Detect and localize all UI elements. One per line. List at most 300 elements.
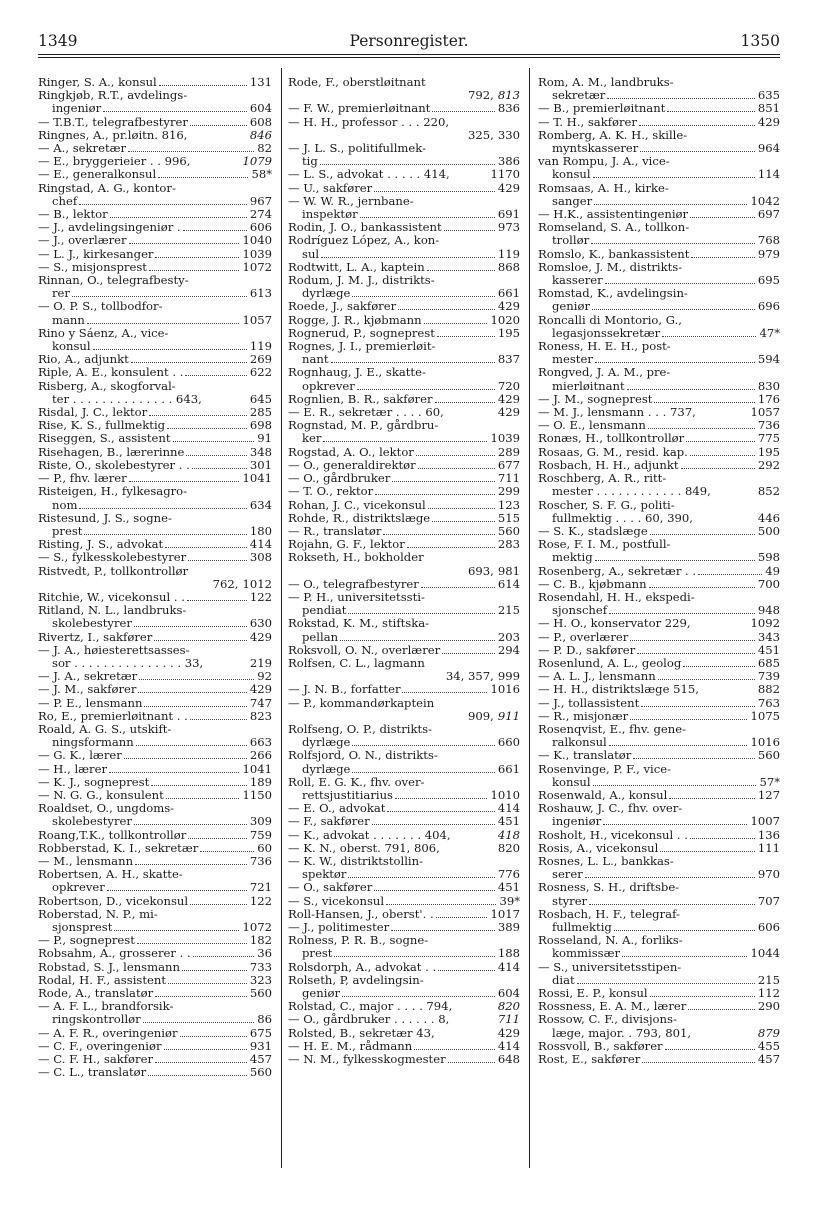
entry-text: styrer: [552, 893, 588, 908]
leader-dots: [134, 824, 247, 825]
entry-text: Rossi, E. P., konsul: [538, 986, 648, 1001]
index-entry: [38, 947, 272, 960]
leader-dots: [139, 679, 254, 680]
entry-text: — P., overlærer: [538, 629, 629, 644]
leader-dots: [650, 996, 755, 997]
column-divider-1: [281, 68, 282, 1168]
leader-dots: [357, 389, 495, 390]
page-reference: 736: [249, 853, 272, 868]
page-reference: 57*: [759, 774, 780, 789]
index-entry: [38, 697, 272, 710]
leader-dots: [607, 98, 755, 99]
index-entry: [538, 829, 780, 842]
leader-dots: [173, 441, 255, 442]
index-entry: [38, 749, 272, 762]
leader-dots: [383, 534, 494, 535]
entry-text: fullmektig . . . . 60, 390,: [552, 510, 693, 525]
leader-dots: [654, 402, 754, 403]
entry-text: — A. F. R., overingeniør: [38, 1025, 178, 1040]
page-reference: 1020: [490, 312, 520, 327]
entry-text: — U., sakfører: [288, 180, 373, 195]
page-reference: 1040: [242, 233, 272, 248]
leader-dots: [407, 547, 495, 548]
entry-text: — F. W., premierløitnant: [288, 101, 431, 116]
leader-dots: [398, 309, 495, 310]
leader-dots: [386, 904, 496, 905]
leader-dots: [683, 666, 755, 667]
page-reference: 457: [757, 1052, 780, 1067]
page-reference: 195: [497, 325, 520, 340]
index-entry: [538, 182, 780, 195]
page-reference: 645: [249, 391, 272, 406]
entry-text: Riseggen, S., assistent: [38, 431, 171, 446]
entry-text: Roshauw, J. C., fhv. over-: [538, 801, 683, 816]
index-entry: [538, 815, 780, 828]
page-reference: 414: [497, 959, 520, 974]
entry-text: Rohde, R., distriktslæge: [288, 510, 431, 525]
leader-dots: [151, 785, 247, 786]
page-reference: 58*: [251, 167, 272, 182]
page-reference: 299: [497, 484, 520, 499]
index-entry: [538, 881, 780, 894]
index-entry: [288, 829, 520, 842]
entry-text: konsul: [552, 167, 591, 182]
index-entry: [38, 314, 272, 327]
leader-dots: [627, 389, 755, 390]
page-reference: 429: [249, 682, 272, 697]
entry-text: 325,: [468, 127, 494, 142]
entry-text: Risting, J. S., advokat: [38, 537, 164, 552]
entry-text: Ronæs, H., tollkontrollør: [538, 431, 685, 446]
page-reference: 1041: [242, 471, 272, 486]
entry-text: — L. J., kirkesanger: [38, 246, 154, 261]
page-reference: 606: [249, 220, 272, 235]
index-entry: [288, 1053, 520, 1066]
entry-text: konsul: [52, 339, 91, 354]
entry-text: prest: [302, 946, 333, 961]
page-reference: 180: [249, 523, 272, 538]
entry-text: serer: [552, 867, 583, 882]
entry-text: — K., translatør: [538, 748, 632, 763]
index-entry: [538, 565, 780, 578]
page-reference: 308: [249, 550, 272, 565]
leader-dots: [391, 930, 495, 931]
page-reference: 606: [757, 920, 780, 934]
index-entry: [38, 763, 272, 776]
entry-text: 34, 357,: [445, 669, 494, 684]
index-entry: [538, 961, 780, 974]
entry-text: sor . . . . . . . . . . . . . . . 33,: [52, 655, 204, 670]
entry-text: konsul: [552, 774, 591, 789]
entry-text: geniør: [302, 986, 340, 1001]
index-entry: [288, 168, 520, 181]
entry-text: 762,: [212, 576, 239, 591]
entry-text: — N. G. G., konsulent: [38, 787, 164, 802]
page-reference: 1170: [490, 167, 520, 182]
leader-dots: [331, 362, 495, 363]
page-reference: 663: [249, 735, 272, 750]
leader-dots: [185, 375, 246, 376]
leader-dots: [414, 1049, 495, 1050]
page-reference: 1079: [242, 154, 272, 169]
page-reference: 846: [249, 127, 272, 142]
entry-text: — P. E., lensmann: [38, 695, 143, 710]
page-reference: 720: [497, 378, 520, 393]
index-entry: [38, 895, 272, 908]
page-reference: 119: [497, 246, 520, 261]
leader-dots: [149, 270, 240, 271]
entry-text: — J. M., sakfører: [38, 682, 137, 697]
index-entry: [288, 485, 520, 498]
entry-text: — J. L. S., politifullmek-: [288, 141, 427, 156]
entry-text: dyrlæge: [302, 286, 351, 301]
entry-text: Rosenberg, A., sekretær . .: [538, 563, 697, 578]
leader-dots: [165, 547, 247, 548]
entry-text: rettsjustitiarius: [302, 787, 393, 802]
page-reference: 414: [497, 1038, 520, 1053]
leader-dots: [155, 996, 247, 997]
entry-text: Rolfsen, C. L., lagmann: [288, 655, 425, 670]
entry-text: Roschberg, A. R., ritt-: [538, 471, 667, 486]
leader-dots: [190, 125, 247, 126]
entry-text: fullmektig: [552, 920, 612, 934]
page-reference: 700: [757, 576, 780, 591]
entry-text: kasserer: [552, 273, 603, 288]
page-reference: 429: [497, 1025, 520, 1040]
leader-dots: [585, 877, 755, 878]
entry-text: — J., overlærer: [38, 233, 127, 248]
index-entry: [38, 446, 272, 459]
page-reference: 39*: [499, 893, 520, 908]
entry-text: — K. J., sogneprest: [38, 774, 150, 789]
page-reference: 733: [249, 959, 272, 974]
leader-dots: [188, 838, 247, 839]
entry-text: Robertson, D., vicekonsul: [38, 893, 189, 908]
entry-text: Rolsted, B., sekretær 43,: [288, 1025, 435, 1040]
index-entry: [38, 485, 272, 498]
page-reference: 418: [497, 827, 520, 842]
page-reference: 851: [757, 101, 780, 116]
entry-text: Rodtwitt, L. A., kaptein: [288, 259, 425, 274]
entry-text: Ringnes, A., pr.løitn. 816,: [38, 127, 188, 142]
entry-text: — E. R., sekretær . . . . 60,: [288, 405, 444, 420]
leader-dots: [352, 745, 494, 746]
entry-text: opkrever: [52, 880, 105, 895]
leader-dots: [87, 323, 240, 324]
page-reference: 661: [497, 761, 520, 776]
entry-text: Rosseland, N. A., forliks-: [538, 933, 683, 948]
index-entry: [538, 366, 780, 379]
entry-text: læge, major. . 793, 801,: [552, 1025, 692, 1040]
entry-text: — C. L., translatør: [38, 1065, 147, 1080]
entry-text: — B., premierløitnant: [538, 101, 666, 116]
page-reference: 289: [497, 444, 520, 459]
index-entry: [288, 300, 520, 313]
entry-text: Rosbach, H. F., telegraf-: [538, 906, 680, 921]
leader-dots: [155, 1062, 247, 1063]
right-page-number: 1350: [740, 32, 780, 50]
entry-text: Rosaas, G. M., resid. kap.: [538, 444, 688, 459]
index-entry: [538, 895, 780, 908]
page-reference: 711: [497, 471, 520, 486]
index-entry: [538, 551, 780, 564]
entry-text: mester . . . . . . . . . . . . 849,: [552, 484, 711, 499]
page-reference: 695: [757, 273, 780, 288]
index-column-3: [538, 76, 780, 1066]
page-reference: 560: [497, 523, 520, 538]
index-entry: [38, 432, 272, 445]
leader-dots: [595, 362, 755, 363]
entry-text: Rosenwald, A., konsul: [538, 787, 668, 802]
entry-text: sjonschef: [552, 603, 608, 618]
entry-text: 693,: [468, 563, 494, 578]
page-reference: 91: [257, 431, 272, 446]
leader-dots: [691, 257, 754, 258]
page-reference: 1007: [750, 814, 780, 829]
page-header: [38, 26, 780, 56]
entry-text: Ritland, N. L., landbruks-: [38, 603, 187, 618]
page-reference: 429: [497, 391, 520, 406]
entry-text: pendiat: [302, 603, 347, 618]
entry-text: — T. O., rektor: [288, 484, 374, 499]
page-reference: 698: [249, 418, 272, 433]
page-reference: 648: [497, 1052, 520, 1067]
entry-text: — H. H., professor . . . 220,: [288, 114, 450, 129]
page-reference: 457: [249, 1052, 272, 1067]
entry-text: — P. D., sakfører: [538, 642, 636, 657]
entry-text: Robertsen, A. H., skatte-: [38, 867, 183, 882]
index-entry: [538, 380, 780, 393]
index-entry: [288, 380, 520, 393]
entry-text: Ro, E., premierløitnant . .: [38, 708, 188, 723]
page-reference: 1042: [750, 193, 780, 208]
entry-text: Romseland, S. A., tollkon-: [538, 220, 690, 235]
leader-dots: [418, 468, 495, 469]
index-entry: [288, 116, 520, 129]
page-reference: 1039: [242, 246, 272, 261]
page-reference: 189: [249, 774, 272, 789]
leader-dots: [603, 824, 747, 825]
leader-dots: [437, 336, 495, 337]
page-reference: 215: [497, 603, 520, 618]
leader-dots: [690, 217, 755, 218]
leader-dots: [438, 970, 495, 971]
index-entry: [38, 380, 272, 393]
index-entry: [38, 578, 272, 591]
entry-text: ker: [302, 431, 322, 446]
entry-text: Risteigen, H., fylkesagro-: [38, 484, 188, 499]
index-entry: [538, 102, 780, 115]
entry-text: mierløitnant: [552, 378, 625, 393]
entry-text: Risberg, A., skogforval-: [38, 378, 176, 393]
entry-text: Rogge, J. R., kjøbmann: [288, 312, 422, 327]
entry-text: Rohan, J. C., vicekonsul: [288, 497, 426, 512]
entry-text: Rose, F. I. M., postfull-: [538, 537, 671, 552]
leader-dots: [321, 257, 495, 258]
page-reference: 348: [249, 444, 272, 459]
index-entry: [288, 749, 520, 762]
entry-text: Rosnes, L. L., bankkas-: [538, 853, 674, 868]
leader-dots: [352, 296, 494, 297]
index-entry: [38, 815, 272, 828]
page-reference: 414: [249, 537, 272, 552]
page-reference: 739: [757, 669, 780, 684]
leader-dots: [637, 653, 755, 654]
page-reference: 49: [765, 563, 780, 578]
page-reference: 721: [249, 880, 272, 895]
entry-text: Romsaas, A. H., kirke-: [538, 180, 669, 195]
leader-dots: [577, 983, 755, 984]
leader-dots: [392, 481, 495, 482]
index-entry: [538, 116, 780, 129]
entry-text: — S., fylkesskolebestyrer: [38, 550, 187, 565]
leader-dots: [144, 706, 246, 707]
leader-dots: [340, 640, 495, 641]
page-reference: 1057: [750, 405, 780, 420]
index-entry: [288, 578, 520, 591]
page-reference: 813: [497, 88, 520, 103]
entry-text: Ringer, S. A., konsul: [38, 75, 157, 89]
leader-dots: [186, 455, 246, 456]
entry-text: sekretær: [552, 88, 606, 103]
page-reference: 981: [497, 563, 520, 578]
page-reference: 274: [249, 207, 272, 222]
entry-text: — T. H., sakfører: [538, 114, 637, 129]
leader-dots: [348, 877, 494, 878]
entry-text: ringskontrollør: [52, 1012, 141, 1027]
page-reference: 283: [497, 537, 520, 552]
entry-text: skolebestyrer: [52, 616, 132, 631]
leader-dots: [688, 1009, 755, 1010]
page-reference: 973: [497, 220, 520, 235]
leader-dots: [158, 177, 248, 178]
index-entry: [538, 300, 780, 313]
header-rule-bottom: [38, 57, 780, 58]
entry-text: Rognlien, B. R., sakfører: [288, 391, 433, 406]
leader-dots: [190, 904, 247, 905]
page-reference: 176: [757, 391, 780, 406]
leader-dots: [402, 692, 487, 693]
entry-text: — H. E. M., rådmann: [288, 1038, 413, 1053]
leader-dots: [114, 930, 239, 931]
leader-dots: [690, 455, 755, 456]
leader-dots: [107, 890, 247, 891]
page-reference: 1039: [490, 431, 520, 446]
entry-text: Rosenqvist, E., fhv. gene-: [538, 721, 686, 736]
entry-text: Ristvedt, P., tollkontrollør: [38, 563, 189, 578]
leader-dots: [159, 85, 247, 86]
entry-text: Rokstad, K. M., stiftska-: [288, 616, 430, 631]
leader-dots: [681, 468, 755, 469]
page-reference: 660: [497, 735, 520, 750]
page-reference: 1016: [490, 682, 520, 697]
leader-dots: [591, 243, 755, 244]
index-entry: [38, 248, 272, 261]
index-entry: [538, 710, 780, 723]
leader-dots: [633, 758, 755, 759]
entry-text: — A. L. J., lensmann: [538, 669, 656, 684]
column-divider-2: [529, 68, 530, 1168]
entry-text: — S. K., stadslæge: [538, 523, 648, 538]
leader-dots: [416, 455, 495, 456]
entry-text: 909,: [468, 708, 494, 723]
page-reference: 429: [497, 180, 520, 195]
leader-dots: [166, 798, 240, 799]
index-entry: [288, 961, 520, 974]
index-entry: [288, 947, 520, 960]
index-entry: [538, 1027, 780, 1040]
page-reference: 182: [249, 933, 272, 948]
entry-text: Roll, E. G. K., fhv. over-: [288, 774, 425, 789]
entry-text: Rognhaug, J. E., skatte-: [288, 365, 426, 380]
leader-dots: [609, 613, 755, 614]
page-reference: 598: [757, 550, 780, 565]
index-entry: [288, 842, 520, 855]
entry-text: Robsahm, A., grosserer . .: [38, 946, 191, 961]
page-reference: 964: [757, 141, 780, 156]
leader-dots: [167, 428, 247, 429]
index-entry: [38, 710, 272, 723]
entry-text: Rolseth, P, avdelingsin-: [288, 972, 424, 987]
page-reference: 414: [497, 801, 520, 816]
page-reference: 837: [497, 352, 520, 367]
entry-text: Rodríguez López, A., kon-: [288, 233, 440, 248]
entry-text: — T.B.T., telegrafbestyrer: [38, 114, 188, 129]
leader-dots: [432, 111, 495, 112]
index-entry: [38, 961, 272, 974]
leader-dots: [435, 402, 495, 403]
index-entry: [288, 102, 520, 115]
entry-text: — J. M., sogneprest: [538, 391, 653, 406]
leader-dots: [660, 851, 755, 852]
index-entry: [38, 565, 272, 578]
entry-text: Rode, F., oberstløitnant: [288, 75, 426, 89]
page-reference: 47*: [759, 325, 780, 340]
index-entry: [38, 116, 272, 129]
leader-dots: [79, 508, 246, 509]
entry-text: — C. F., overingeniør: [38, 1038, 162, 1053]
entry-text: nant: [302, 352, 329, 367]
leader-dots: [667, 111, 755, 112]
index-entry: [38, 366, 272, 379]
entry-text: tig: [302, 154, 318, 169]
index-entry: [538, 763, 780, 776]
page-reference: 836: [497, 101, 520, 116]
leader-dots: [149, 415, 247, 416]
page-reference: 604: [497, 986, 520, 1001]
page-reference: 446: [757, 510, 780, 525]
leader-dots: [93, 349, 247, 350]
entry-text: — W. W. R., jernbane-: [288, 193, 414, 208]
page-reference: 122: [249, 893, 272, 908]
page-reference: 36: [257, 946, 272, 961]
leader-dots: [640, 151, 755, 152]
index-entry: [288, 1027, 520, 1040]
page-reference: 931: [249, 1038, 272, 1053]
entry-text: — J., politimester: [288, 920, 390, 934]
leader-dots: [424, 323, 488, 324]
leader-dots: [187, 600, 247, 601]
entry-text: — O., generaldirektør: [288, 457, 416, 472]
index-entry: [38, 829, 272, 842]
page-reference: 451: [497, 814, 520, 829]
page-reference: 131: [249, 75, 272, 89]
entry-text: ingeniør: [52, 101, 102, 116]
page-reference: 455: [757, 1038, 780, 1053]
index-entry: [288, 446, 520, 459]
page-reference: 203: [497, 629, 520, 644]
page-reference: 127: [757, 787, 780, 802]
